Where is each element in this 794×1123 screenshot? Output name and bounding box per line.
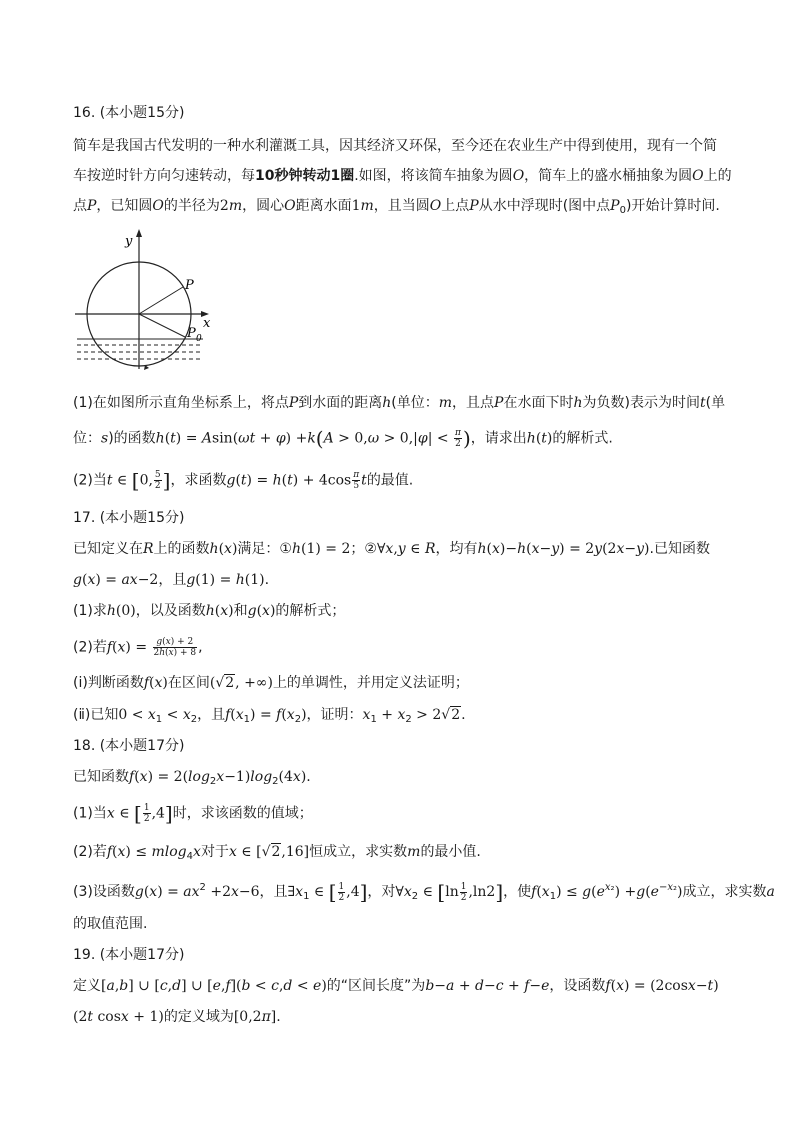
q18-sub2: (2)若f(x) ≤ mlog$_4$x对于x ∈ [√2,16]恒成立，求实数m的最小值. — [73, 844, 481, 862]
q18-header: 18. (本小题17分) — [73, 738, 185, 754]
q16-sub2: (2)当t ∈ [0, $\frac{5}{2}$ ]，求函数g(t) = h(t) + 4cos $\frac{\pi}{5}$ t的最值. — [73, 468, 414, 493]
fig-x-label: x — [203, 316, 211, 331]
q17-sub2-ii: (ⅱ)已知$0 < x_1 < x_2$，且$f(x_1) = f(x_2)$，证明：$x_1 + x_2 > 2√2$. — [73, 707, 466, 725]
q17-sub1: (1)求h(0)，以及函数h(x)和g(x)的解析式； — [73, 603, 346, 619]
waterwheel-figure — [73, 225, 223, 375]
q16-para-line-1: 简车是我国古代发明的一种水利灌溉工具，因其经济又环保，至今还在农业生产中得到使用，现有一个简 — [73, 138, 717, 154]
q19-line-1: 定义[a,b] ∪ [c,d] ∪ [e,f](b < c,d < e)的“区间长度”为b−a + d−c + f−e，设函数f(x) = (2cosx−t) — [73, 978, 719, 994]
q18-line-1: 已知函数$f(x) = 2(\log_2x-1)\log_2(4x)$. — [73, 769, 311, 787]
q18-sub1: (1)当x ∈ [ $\frac{1}{2}$ ,4]时，求该函数的值域； — [73, 801, 313, 826]
q17-line-2: g(x) = ax−2，且g(1) = h(1). — [73, 572, 270, 588]
q16-sub1-line-2: 位：s)的函数h(t) = Asin(ωt + φ) +k(A > 0,ω > 0,|φ| < $\frac{\pi}{2}$ )，请求出h(t)的解析式. — [73, 426, 613, 451]
fig-p0-sub: 0 — [196, 334, 202, 344]
q18-sub3: (3)设函数$g(x) = ax^2 +2x-6$，且$\exists x_1$ ∈ [ $\frac{1}{2}$ ,4]，对$\forall x_2$ ∈ [ln $\frac{1}{2}$ ,ln2]，使$f(x_1) \le g(e^{x_2}) +g(e^{-x_2})$成立，求实数a — [73, 880, 775, 904]
q17-sub2: (2)若f(x) = $\frac{g(x) + 2}{2h(x) + 8}$ , — [73, 637, 203, 658]
q17-sub2-i: (ⅰ)判断函数f(x)在区间(√2, +∞)上的单调性，并用定义法证明； — [73, 675, 469, 691]
q17-line-1: 已知定义在R上的函数h(x)满足：①h(1) = 2；②∀x,y ∈ R，均有h(x)−h(x−y) = 2y(2x−y).已知函数 — [73, 541, 710, 557]
q16-header: 16. (本小题15分) — [73, 105, 185, 121]
fig-p0-label: P — [187, 326, 196, 341]
q16-para-line-2: 车按逆时针方向匀速转动，每10秒钟转动1圈.如图，将该简车抽象为圆O，简车上的盛水桶抽象为圆O上的 — [73, 168, 732, 184]
q16-sub1-line-1: (1)在如图所示直角坐标系上，将点P到水面的距离h(单位：m，且点P在水面下时h为负数)表示为时间t(单 — [73, 395, 726, 411]
fig-p-label: P — [185, 278, 194, 293]
q16-para-line-3: 点P，已知圆O的半径为2m，圆心O距离水面1m，且当圆O上点P从水中浮现时(图中点$P_0$)开始计算时间. — [73, 198, 720, 216]
fig-y-label: y — [125, 234, 133, 249]
q19-line-2: (2t cosx + 1)的定义域为[0,2π]. — [73, 1009, 281, 1025]
q19-header: 19. (本小题17分) — [73, 947, 185, 963]
q18-sub3-cont: 的取值范围. — [73, 916, 148, 932]
q17-header: 17. (本小题15分) — [73, 510, 185, 526]
